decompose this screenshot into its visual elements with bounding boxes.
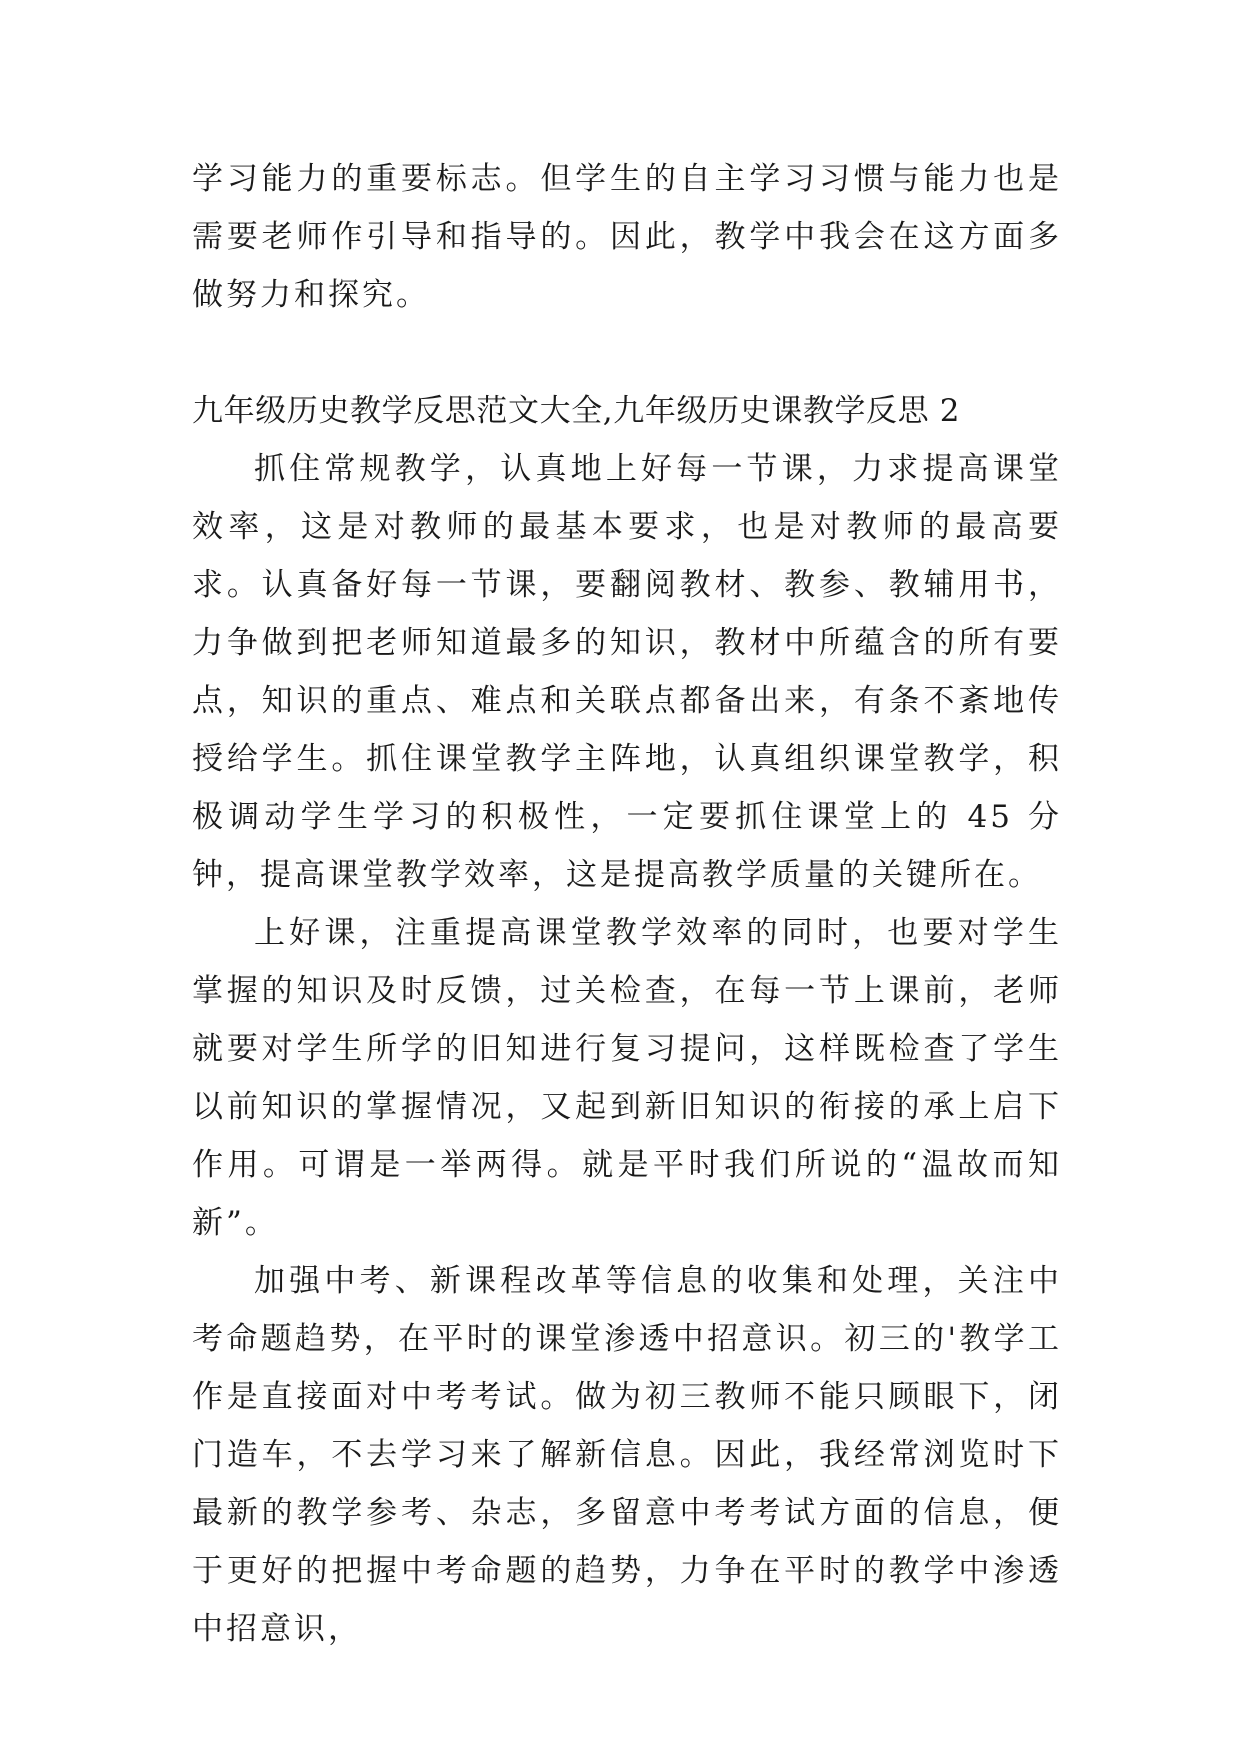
continuation-paragraph: 学习能力的重要标志。但学生的自主学习习惯与能力也是需要老师作引导和指导的。因此，教学中我会在这方面多做努力和探究。	[192, 161, 1062, 313]
document-body	[192, 150, 1062, 1658]
body-paragraph-2: 上好课，注重提高课堂教学效率的同时，也要对学生掌握的知识及时反馈，过关检查，在每一节上课前，老师就要对学生所学的旧知进行复习提问，这样既检查了学生以前知识的掌握情况，又起到新旧知识的衔接的承上启下作用。可谓是一举两得。就是平时我们所说的“温故而知新”。	[192, 915, 1062, 1241]
body-paragraph-1: 抓住常规教学，认真地上好每一节课，力求提高课堂效率，这是对教师的最基本要求，也是对教师的最高要求。认真备好每一节课，要翻阅教材、教参、教辅用书，力争做到把老师知道最多的知识，教材中所蕴含的所有要点，知识的重点、难点和关联点都备出来，有条不紊地传授给学生。抓住课堂教学主阵地，认真组织课堂教学，积极调动学生学习的积极性，一定要抓住课堂上的 45 分钟，提高课堂教学效率，这是提高教学质量的关键所在。	[192, 451, 1062, 893]
body-paragraph-3: 加强中考、新课程改革等信息的收集和处理，关注中考命题趋势，在平时的课堂渗透中招意识。初三的'教学工作是直接面对中考考试。做为初三教师不能只顾眼下，闭门造车，不去学习来了解新信息。因此，我经常浏览时下最新的教学参考、杂志，多留意中考考试方面的信息，便于更好的把握中考命题的趋势，力争在平时的教学中渗透中招意识，	[192, 1263, 1062, 1647]
section-heading: 九年级历史教学反思范文大全,九年级历史课教学反思 2	[192, 393, 961, 429]
